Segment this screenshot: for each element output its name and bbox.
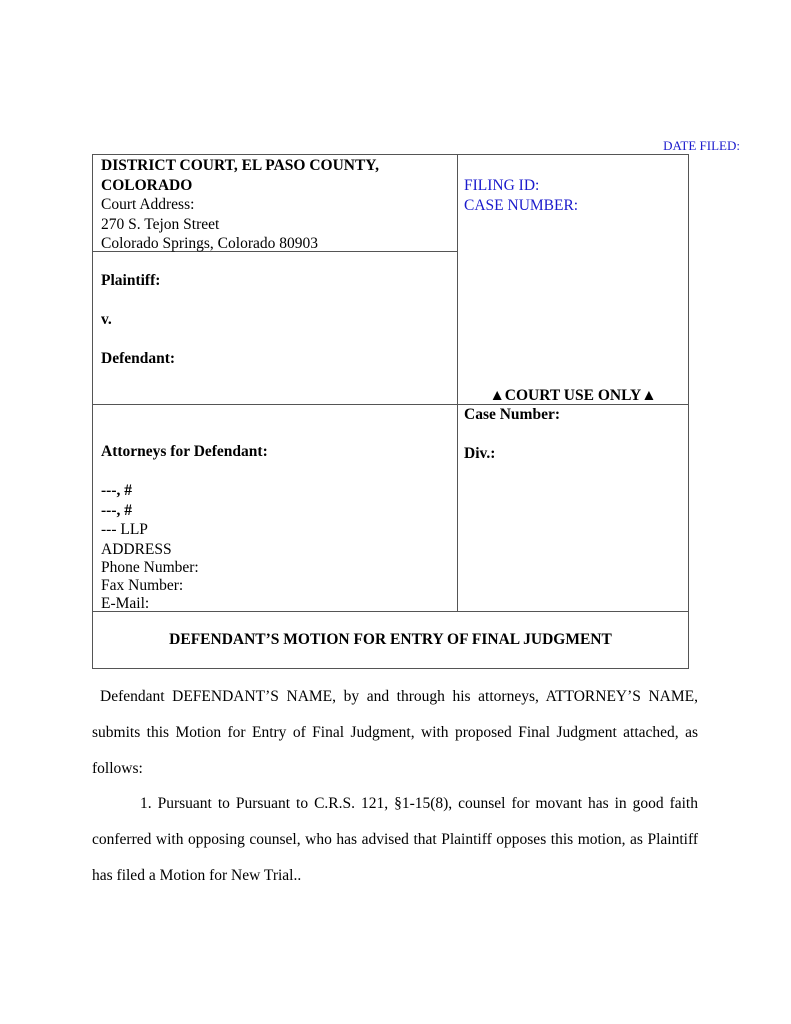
intro-paragraph: Defendant DEFENDANT’S NAME, by and through his attorneys, ATTORNEY’S NAME, submits this Motion for Entry of Final Judgment, with proposed Final Judgment attached, as follows: bbox=[92, 688, 698, 777]
versus-label: v. bbox=[101, 311, 112, 328]
court-use-only-label: ▲COURT USE ONLY▲ bbox=[489, 387, 657, 404]
attorney-2: ---, # bbox=[101, 501, 132, 519]
case-number-label: Case Number: bbox=[464, 406, 560, 423]
attorney-phone: Phone Number: bbox=[101, 559, 199, 576]
document-title: DEFENDANT’S MOTION FOR ENTRY OF FINAL JUDGMENT bbox=[169, 631, 612, 649]
attorney-1: ---, # bbox=[101, 482, 132, 499]
division-label: Div.: bbox=[464, 445, 496, 462]
attorneys-heading: Attorneys for Defendant: bbox=[101, 443, 268, 460]
parties-info bbox=[101, 271, 451, 369]
court-info bbox=[101, 156, 451, 254]
case-caption-table bbox=[92, 154, 689, 669]
attorney-info bbox=[101, 442, 451, 613]
plaintiff-label: Plaintiff: bbox=[101, 272, 161, 289]
filing-case-number-label: CASE NUMBER: bbox=[464, 197, 579, 214]
court-name-line1: DISTRICT COURT, EL PASO COUNTY, bbox=[101, 157, 379, 174]
attorney-email: E-Mail: bbox=[101, 595, 150, 612]
filing-id-label: FILING ID: bbox=[464, 177, 540, 194]
law-firm: --- LLP bbox=[101, 521, 148, 538]
case-info bbox=[464, 405, 684, 464]
filing-info bbox=[464, 176, 684, 216]
court-address-label: Court Address: bbox=[101, 196, 195, 213]
court-city: Colorado Springs, Colorado 80903 bbox=[101, 235, 318, 252]
date-filed-label: DATE FILED: bbox=[663, 138, 740, 153]
caption-vertical-divider bbox=[457, 155, 458, 612]
numbered-paragraph-1: 1. Pursuant to Pursuant to C.R.S. 121, §1-15(8), counsel for movant has in good faith conferred with opposing counsel, who has advised that Plaintiff opposes this motion, as Plaintiff has filed a Motion for New Trial.. bbox=[92, 795, 698, 884]
attorney-address: ADDRESS bbox=[101, 540, 172, 558]
attorney-fax: Fax Number: bbox=[101, 577, 184, 594]
court-street: 270 S. Tejon Street bbox=[101, 215, 220, 233]
court-name-line2: COLORADO bbox=[101, 176, 193, 194]
defendant-label: Defendant: bbox=[101, 350, 176, 367]
